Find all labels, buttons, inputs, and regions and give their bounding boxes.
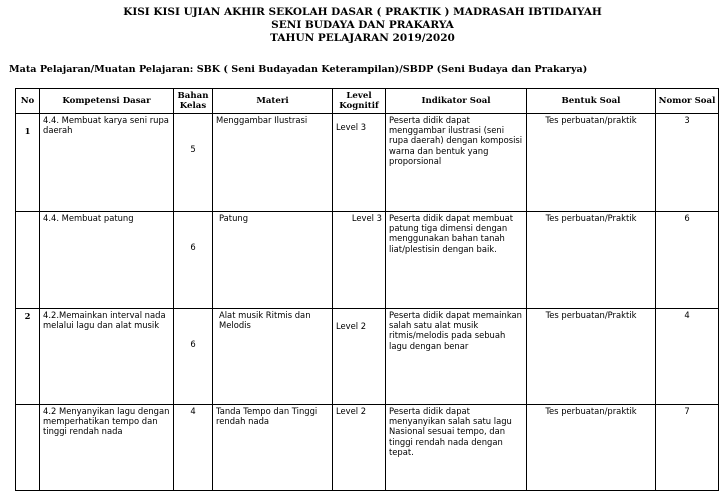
academic-year: TAHUN PELAJARAN 2019/2020 (270, 32, 455, 44)
cell-indikator: Peserta didik dapat menggambar ilustrasi (seni rupa daerah) dengan komposisi warna dan bentuk yang proporsional (386, 114, 527, 212)
cell-level: Level 2 (333, 405, 386, 491)
cell-indikator: Peserta didik dapat membuat patung tiga dimensi dengan menggunakan bahan tanah liat/plestisin dengan baik. (386, 212, 527, 309)
cell-materi: Alat musik Ritmis dan Melodis (213, 309, 333, 405)
cell-materi: Tanda Tempo dan Tinggi rendah nada (213, 405, 333, 491)
col-header-bentuk: Bentuk Soal (527, 89, 656, 114)
col-header-nomor: Nomor Soal (656, 89, 719, 114)
cell-indikator: Peserta didik dapat menyanyikan salah satu lagu Nasional sesuai tempo, dan tinggi rendah nada dengan tepat. (386, 405, 527, 491)
col-header-materi: Materi (213, 89, 333, 114)
cell-no (16, 405, 40, 491)
cell-nomor: 6 (656, 212, 719, 309)
cell-kelas: 6 (174, 309, 213, 405)
table-row (16, 212, 719, 309)
table-row (16, 309, 719, 405)
table-row (16, 405, 719, 491)
subject-line: Mata Pelajaran/Muatan Pelajaran: SBK ( Seni Budayadan Keterampilan)/SBDP (Seni Budaya dan Prakarya) (9, 64, 588, 75)
col-header-no: No (16, 89, 40, 114)
cell-level: Level 2 (333, 309, 386, 405)
col-header-level: Level Kognitif (333, 89, 386, 114)
col-header-kompetensi: Kompetensi Dasar (40, 89, 174, 114)
document-title: KISI KISI UJIAN AKHIR SEKOLAH DASAR ( PRAKTIK ) MADRASAH IBTIDAIYAH (123, 6, 602, 18)
cell-kompetensi: 4.2.Memainkan interval nada melalui lagu dan alat musik (40, 309, 174, 405)
cell-no: 2 (16, 309, 40, 405)
cell-bentuk: Tes perbuatan/praktik (527, 114, 656, 212)
document-subtitle: SENI BUDAYA DAN PRAKARYA (271, 19, 454, 31)
cell-kompetensi: 4.4. Membuat karya seni rupa daerah (40, 114, 174, 212)
table-header-row (16, 89, 719, 114)
cell-kelas: 6 (174, 212, 213, 309)
cell-kompetensi: 4.2 Menyanyikan lagu dengan memperhatikan tempo dan tinggi rendah nada (40, 405, 174, 491)
col-header-indikator: Indikator Soal (386, 89, 527, 114)
cell-indikator: Peserta didik dapat memainkan salah satu alat musik ritmis/melodis pada sebuah lagu dengan benar (386, 309, 527, 405)
cell-nomor: 7 (656, 405, 719, 491)
cell-bentuk: Tes perbuatan/Praktik (527, 212, 656, 309)
cell-level: Level 3 (333, 114, 386, 212)
cell-bentuk: Tes perbuatan/Praktik (527, 309, 656, 405)
cell-nomor: 4 (656, 309, 719, 405)
cell-kompetensi: 4.4. Membuat patung (40, 212, 174, 309)
cell-materi: Patung (213, 212, 333, 309)
cell-no (16, 212, 40, 309)
cell-kelas: 5 (174, 114, 213, 212)
cell-bentuk: Tes perbuatan/praktik (527, 405, 656, 491)
cell-level: Level 3 (333, 212, 386, 309)
cell-nomor: 3 (656, 114, 719, 212)
cell-kelas: 4 (174, 405, 213, 491)
col-header-bahan-kelas: Bahan Kelas (174, 89, 213, 114)
table-row (16, 114, 719, 212)
cell-materi: Menggambar Ilustrasi (213, 114, 333, 212)
kisi-kisi-table (15, 88, 719, 491)
cell-no: 1 (16, 114, 40, 212)
